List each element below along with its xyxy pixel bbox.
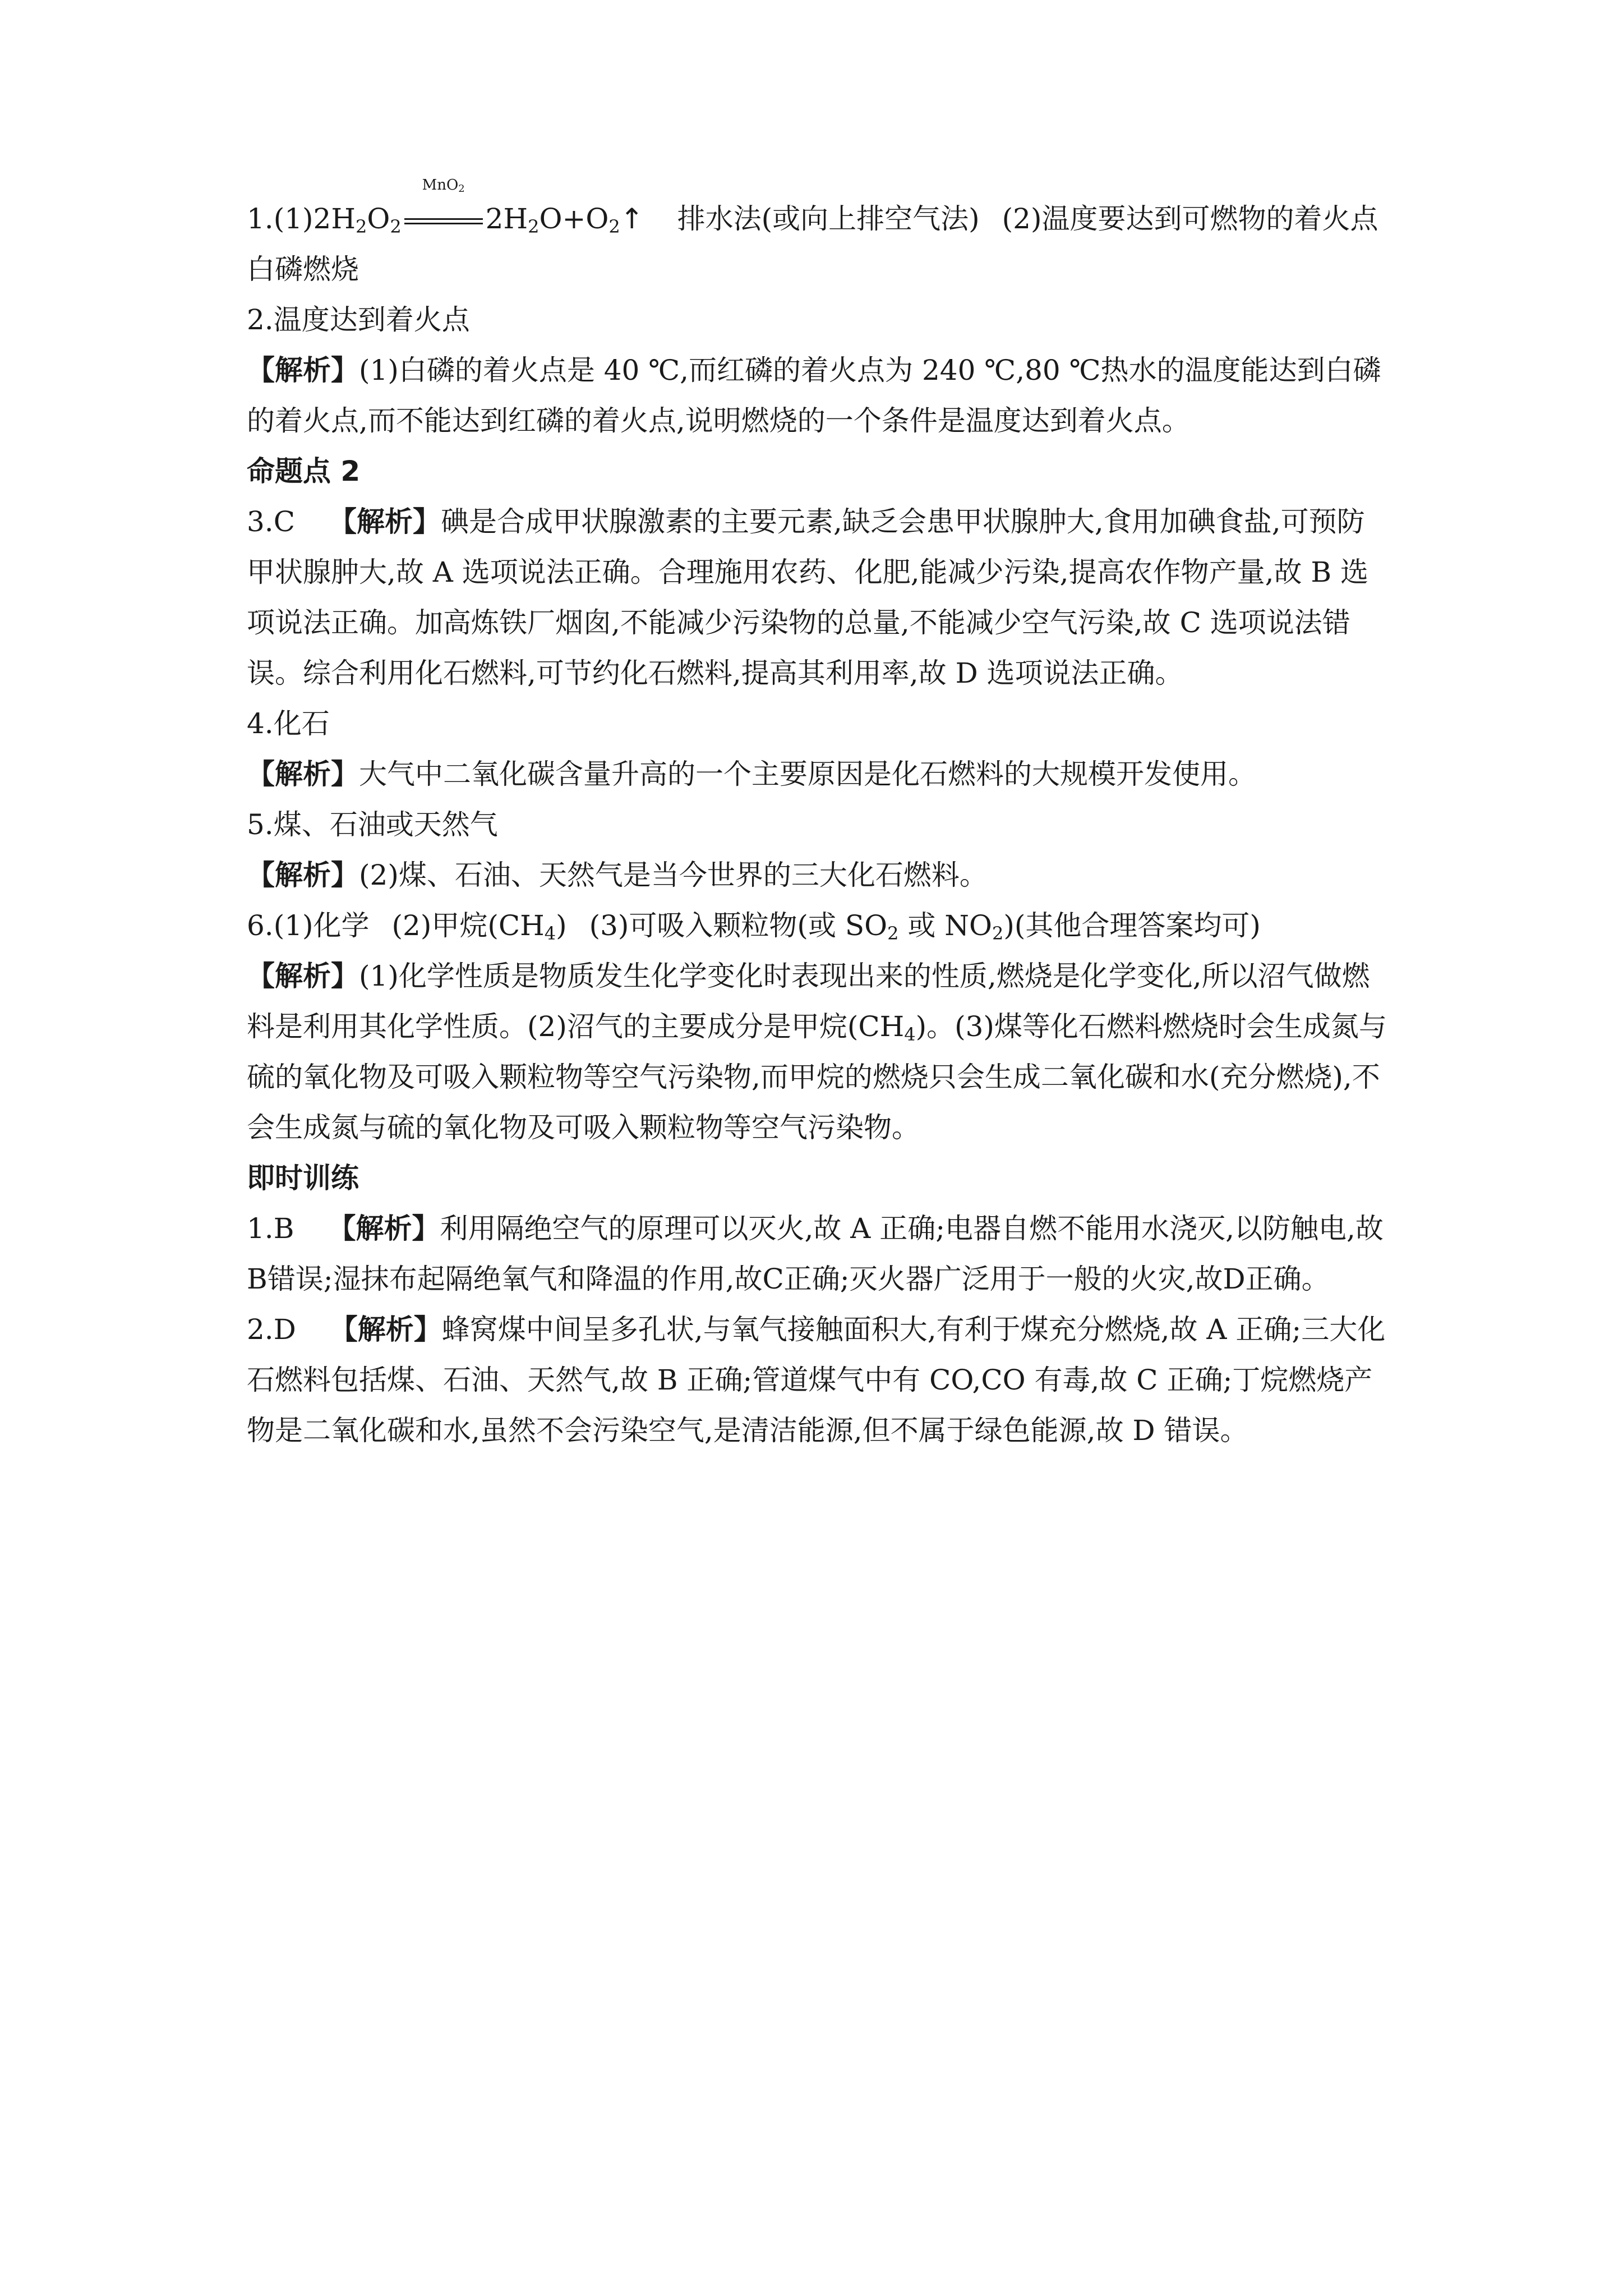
analysis-text: 蜂窝煤中间呈多孔状,与氧气接触面积大,有利于煤充分燃烧,故 A 正确;三大化石燃料包括煤、石油、天然气,故 B 正确;管道煤气中有 CO,CO 有毒,故 C 正确;丁烷燃烧产物是二氧化碳和水,虽然不会污染空气,是清洁能源,但不属于绿色能源,故 D 错误。 bbox=[247, 1313, 1386, 1447]
analysis-label: 【解析】 bbox=[247, 354, 359, 386]
analysis-text: 碘是合成甲状腺激素的主要元素,缺乏会患甲状腺肿大,食用加碘食盐,可预防甲状腺肿大,故 A 选项说法正确。合理施用农药、化肥,能减少污染,提高农作物产量,故 B 选项说法正确。加高炼铁厂烟囱,不能减少污染物的总量,不能减少空气污染,故 C 选项说法错误。综合利用化石燃料,可节约化石燃料,提高其利用率,故 D 选项说法正确。 bbox=[247, 505, 1368, 689]
text: O bbox=[367, 203, 390, 235]
t1-prefix: 1.B bbox=[247, 1212, 294, 1245]
subscript: 2 bbox=[458, 183, 465, 195]
section-heading: 即时训练 bbox=[247, 1162, 359, 1194]
q1-prefix: 1.(1)2H bbox=[247, 203, 356, 235]
text: (3)可吸入颗粒物(或 SO bbox=[589, 909, 888, 942]
subscript: 2 bbox=[887, 923, 899, 944]
analysis-text: )。(3)煤等化石燃料燃烧时会生成氮与硫的氧化物及可吸入颗粒物等空气污染物,而甲烷的燃烧只会生成二氧化碳和水(充分燃烧),不会生成氮与硫的氧化物及可吸入颗粒物等空气污染物。 bbox=[247, 1010, 1387, 1144]
q6-part3 bbox=[589, 909, 1261, 942]
catalyst-equals-sign bbox=[402, 177, 486, 244]
q2-answer: 2.温度达到着火点 bbox=[247, 303, 470, 336]
analysis-text: 大气中二氧化碳含量升高的一个主要原因是化石燃料的大规模开发使用。 bbox=[359, 758, 1256, 790]
subscript: 4 bbox=[904, 1024, 916, 1045]
text: ) bbox=[556, 909, 567, 942]
analysis-label: 【解析】 bbox=[247, 960, 359, 992]
q6-part1: 6.(1)化学 bbox=[247, 909, 370, 942]
subscript: 2 bbox=[390, 216, 402, 237]
text: 或 NO bbox=[898, 909, 992, 942]
subscript: 2 bbox=[355, 216, 367, 237]
q6-part2 bbox=[392, 909, 567, 942]
gas-arrow-icon: ↑ bbox=[620, 203, 644, 235]
q1-method: 排水法(或向上排空气法) bbox=[677, 203, 980, 235]
q2-analysis bbox=[247, 345, 1391, 446]
q3-answer bbox=[247, 496, 1391, 698]
subscript: 2 bbox=[608, 216, 620, 237]
analysis-label: 【解析】 bbox=[329, 1313, 442, 1346]
q3-prefix: 3.C bbox=[247, 505, 295, 538]
q4-analysis bbox=[247, 749, 1391, 799]
t2-prefix: 2.D bbox=[247, 1313, 296, 1346]
subscript: 4 bbox=[544, 923, 556, 944]
section-heading: 命题点 2 bbox=[247, 455, 361, 487]
analysis-label: 【解析】 bbox=[328, 505, 441, 538]
q4-answer: 4.化石 bbox=[247, 707, 330, 740]
t2-answer bbox=[247, 1304, 1391, 1456]
q1-part2: (2)温度要达到可燃物的着火点 bbox=[1002, 203, 1378, 235]
q6-analysis bbox=[247, 951, 1391, 1153]
q5-analysis bbox=[247, 850, 1391, 900]
answer-document bbox=[247, 177, 1391, 1456]
q1-line2: 白磷燃烧 bbox=[247, 253, 359, 286]
text: (2)甲烷(CH bbox=[391, 909, 545, 942]
analysis-text: (1)白磷的着火点是 40 ℃,而红磷的着火点为 240 ℃,80 ℃热水的温度能达到白磷的着火点,而不能达到红磷的着火点,说明燃烧的一个条件是温度达到着火点。 bbox=[247, 354, 1381, 437]
t1-answer bbox=[247, 1203, 1391, 1304]
q6-answer bbox=[247, 900, 1391, 951]
text: 2H bbox=[485, 203, 528, 235]
q1-line1 bbox=[247, 177, 1391, 244]
text: )(其他合理答案均可) bbox=[1003, 909, 1261, 942]
analysis-label: 【解析】 bbox=[247, 859, 359, 891]
analysis-text: (1)化学性质是物质发生化学变化时表现出来的性质,燃烧是化学变化,所以沼气做燃料是利用其化学性质。(2)沼气的主要成分是甲烷(CH bbox=[247, 960, 1370, 1043]
catalyst-label: MnO bbox=[422, 177, 459, 194]
analysis-label: 【解析】 bbox=[247, 758, 359, 790]
analysis-label: 【解析】 bbox=[328, 1212, 440, 1245]
text: O+O bbox=[539, 203, 609, 235]
subscript: 2 bbox=[992, 923, 1004, 944]
analysis-text: 利用隔绝空气的原理可以灭火,故 A 正确;电器自燃不能用水浇灭,以防触电,故B错误;湿抹布起隔绝氧气和降温的作用,故C正确;灭火器广泛用于一般的火灾,故D正确。 bbox=[247, 1212, 1384, 1295]
q5-answer: 5.煤、石油或天然气 bbox=[247, 808, 498, 841]
analysis-text: (2)煤、石油、天然气是当今世界的三大化石燃料。 bbox=[359, 859, 988, 891]
subscript: 2 bbox=[528, 216, 540, 237]
